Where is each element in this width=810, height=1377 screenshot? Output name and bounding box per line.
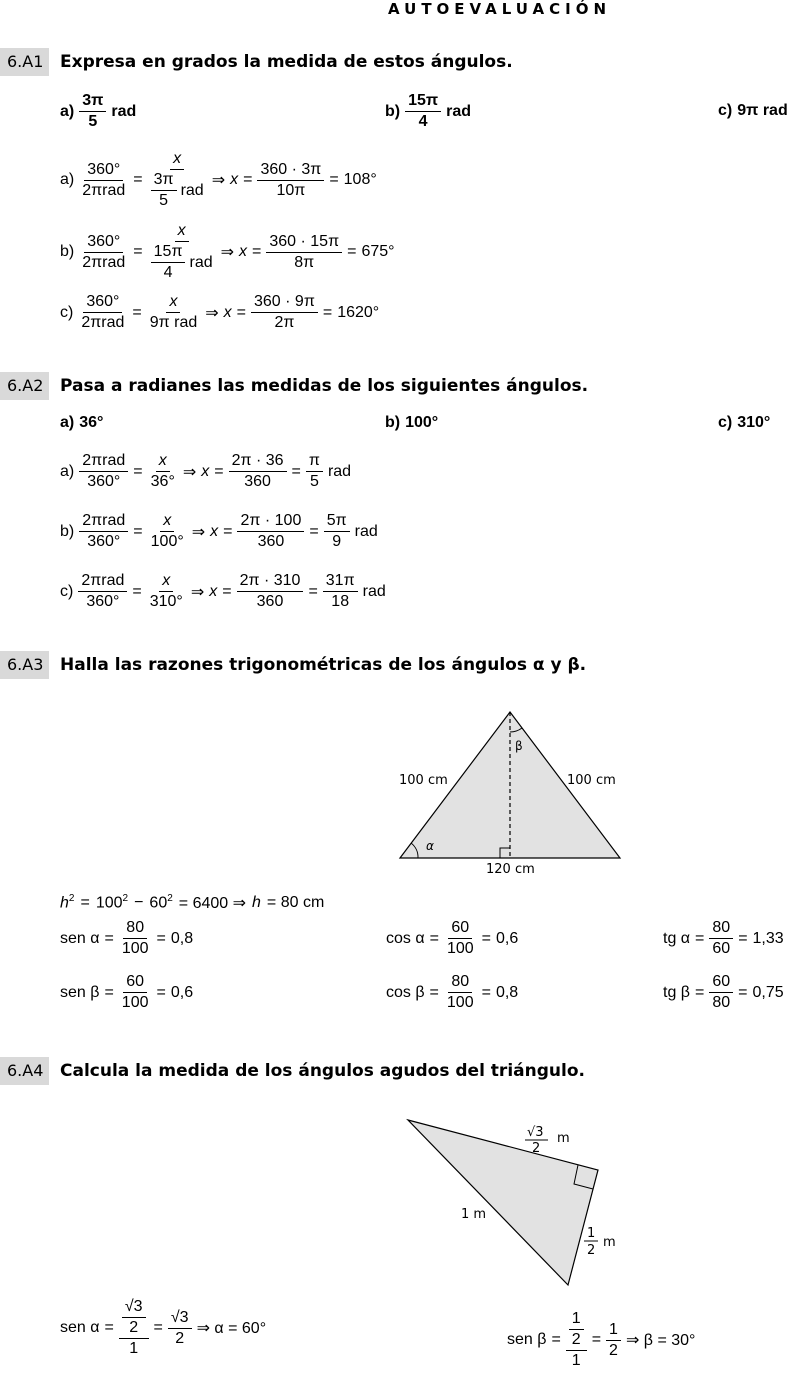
solution-b-6a2: b) $\frac{\text{2πrad}}{360^\circ}$ = $\frac{x}{100^\circ}$ ⇒ x = $\frac{2\pi \cdot 100}{360}$ = $\frac{5\pi}{9}$ rad: [60, 512, 378, 550]
exercise-number-6a1: 6.A1: [0, 48, 49, 76]
top-side-num: √3: [527, 1125, 544, 1140]
side-num: 1: [587, 1226, 596, 1241]
exercise-number-6a4: 6.A4: [0, 1057, 49, 1085]
solution-c-6a2: c) $\frac{\text{2πrad}}{360^\circ}$ = $\frac{x}{310^\circ}$ ⇒ x = $\frac{2\pi \cdot 310}{360}$ = $\frac{31\pi}{18}$ rad: [60, 572, 386, 610]
solution-c-6a1: c) $\frac{360^\circ}{\text{2πrad}}$ = $\frac{x}{\text{9π rad}}$ ⇒ x = $\frac{360 \cdot 9\pi}{2\pi}$ = 1620°: [60, 293, 380, 331]
top-side-den: 2: [532, 1141, 541, 1156]
right-side-label: 100 cm: [567, 773, 616, 788]
exercise-title-6a3: Halla las razones trigonométricas de los ángulos α y β.: [60, 655, 587, 675]
solution-a-6a2: a) $\frac{\text{2πrad}}{360^\circ}$ = $\frac{x}{36^\circ}$ ⇒ x = $\frac{2\pi \cdot 36}{360}$ = $\frac{\pi}{5}$ rad: [60, 452, 352, 490]
option-a-6a1: a) $\frac{3\pi}{5}$ rad: [60, 92, 137, 130]
side-den: 2: [587, 1243, 596, 1258]
base-label: 120 cm: [486, 862, 535, 877]
ratio-cos-alpha: cos α = $\frac{60}{100}$ = 0,6: [386, 919, 519, 957]
exercise-title-6a2: Pasa a radianes las medidas de los siguientes ángulos.: [60, 376, 589, 396]
exercise-title-6a4: Calcula la medida de los ángulos agudos del triángulo.: [60, 1061, 585, 1081]
exercise-title-6a1: Expresa en grados la medida de estos ángulos.: [60, 52, 513, 72]
ratio-cos-beta: cos β = $\frac{80}{100}$ = 0,8: [386, 973, 519, 1011]
exercise-number-6a3: 6.A3: [0, 651, 49, 679]
solution-b-6a1: b) $\frac{360^\circ}{\text{2πrad}}$ = x $\frac{15\pi}{4}$ rad ⇒ x = $\frac{360 \cdot 15\pi}{8\pi}$ = 675°: [60, 222, 395, 281]
beta-label: β: [515, 739, 523, 753]
solution-a-6a1: a) $\frac{360^\circ}{\text{2πrad}}$ = x $\frac{3\pi}{5}$ rad ⇒ x = $\frac{360 \cdot 3\pi}{10\pi}$ = 108°: [60, 150, 377, 209]
isosceles-triangle-figure: [390, 700, 635, 885]
option-b-6a1: b) $\frac{15\pi}{4}$ rad: [385, 92, 472, 130]
height-equation: $h^2$ = $100^2$ − $60^2$ = 6400 ⇒ h = 80 cm: [60, 893, 325, 912]
solution-beta-6a4: sen β = $\frac{\frac{1}{2}}{1}$ = $\frac{1}{2}$ ⇒ β = 30°: [507, 1310, 696, 1369]
alpha-label: α: [426, 839, 434, 853]
ratio-tg-beta: tg β = $\frac{60}{80}$ = 0,75: [663, 973, 784, 1011]
option-c-6a2: c) 310°: [718, 414, 771, 431]
page-header: AUTOEVALUACIÓN: [388, 0, 612, 18]
hypotenuse-label: 1 m: [461, 1207, 487, 1222]
right-triangle-figure: [400, 1110, 630, 1295]
exercise-number-6a2: 6.A2: [0, 372, 49, 400]
solution-alpha-6a4: sen α = $\frac{\frac{√3}{2}}{1}$ = $\frac{√3}{2}$ ⇒ α = 60°: [60, 1298, 267, 1357]
left-side-label: 100 cm: [399, 773, 448, 788]
ratio-tg-alpha: tg α = $\frac{80}{60}$ = 1,33: [663, 919, 784, 957]
side-unit: m: [603, 1235, 616, 1250]
option-b-6a2: b) 100°: [385, 414, 439, 431]
ratio-sen-alpha: sen α = $\frac{80}{100}$ = 0,8: [60, 919, 194, 957]
option-c-6a1: c) 9π rad: [718, 102, 788, 119]
top-side-unit: m: [557, 1131, 570, 1146]
option-a-6a2: a) 36°: [60, 414, 104, 431]
ratio-sen-beta: sen β = $\frac{60}{100}$ = 0,6: [60, 973, 194, 1011]
